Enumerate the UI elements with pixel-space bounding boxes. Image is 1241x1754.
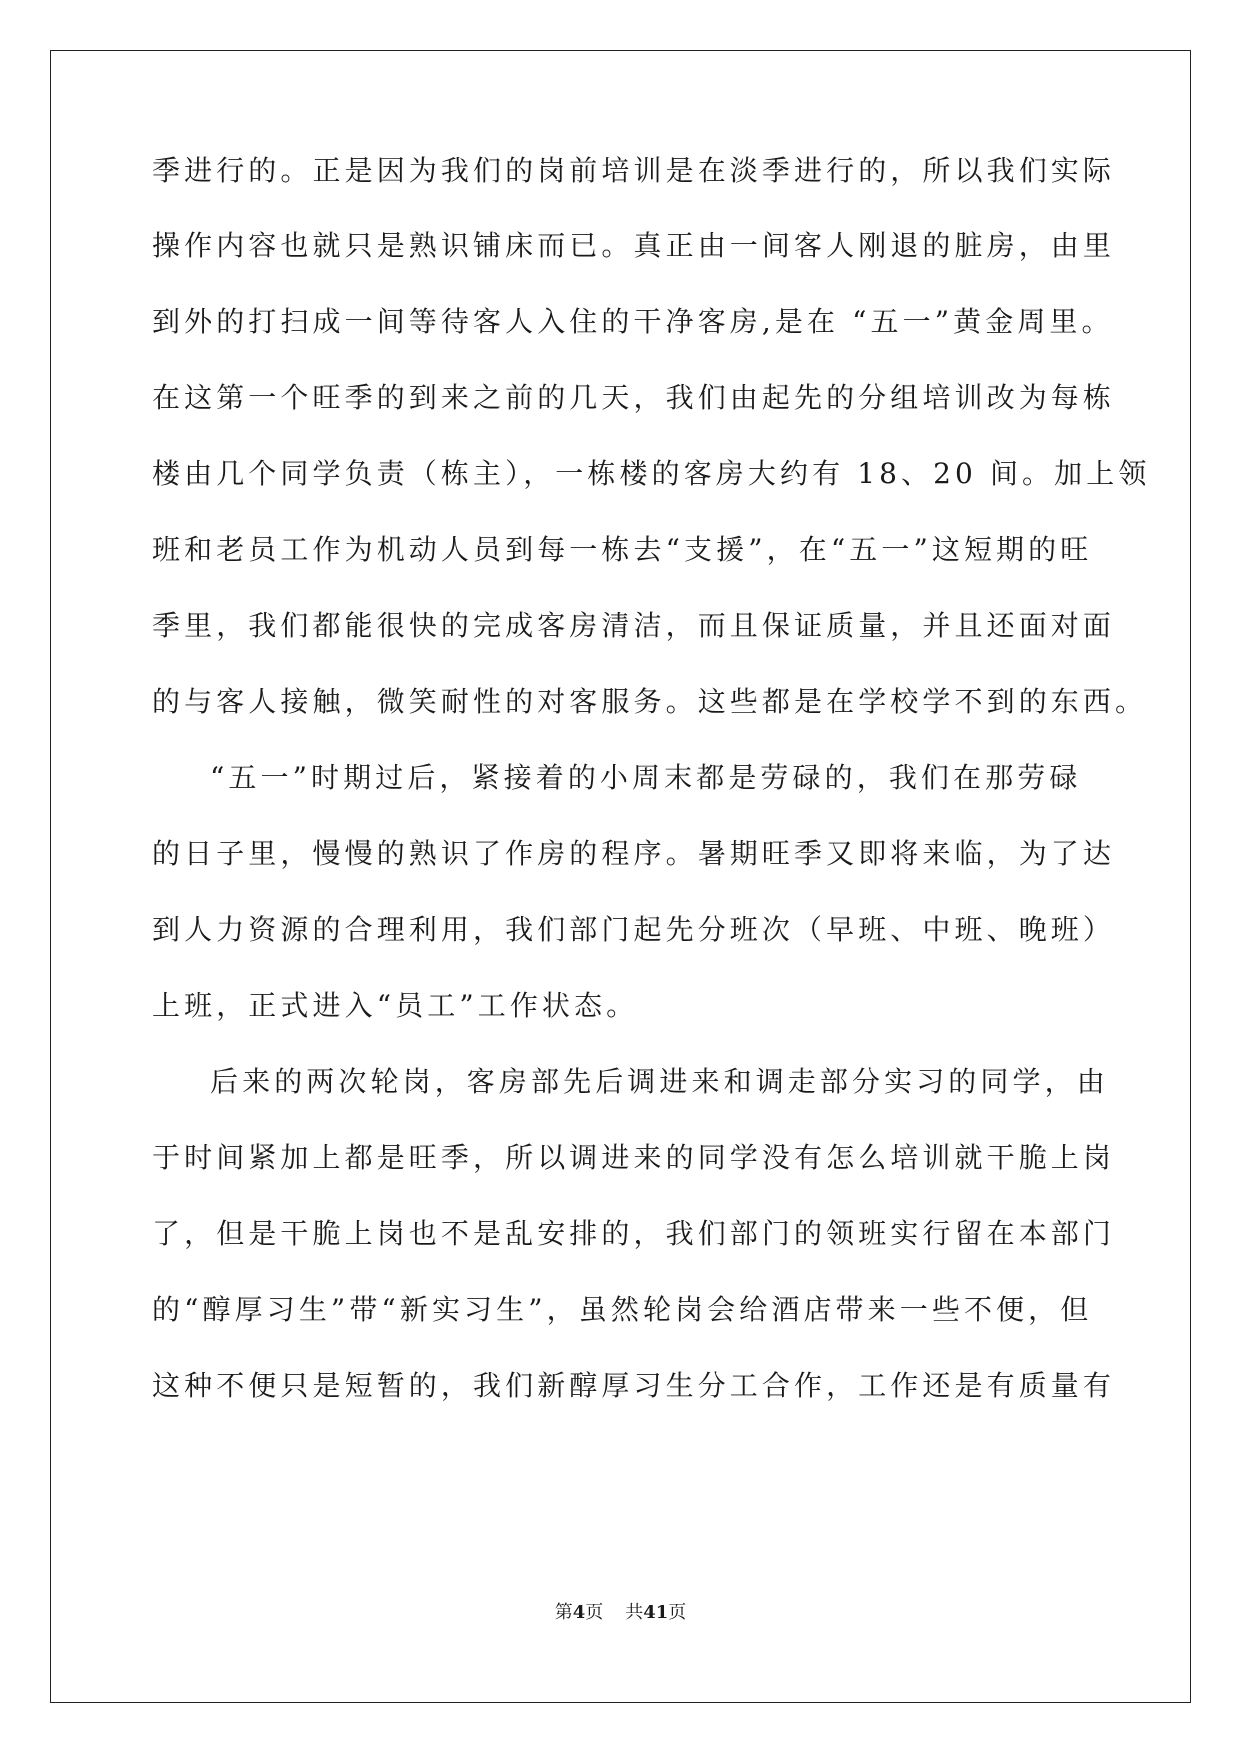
page-footer — [0, 1601, 1241, 1625]
body-line-1: 季进行的。正是因为我们的岗前培训是在淡季进行的，所以我们实际 — [152, 154, 1116, 187]
page-number: 4 — [572, 1602, 586, 1623]
body-line-13: 后来的两次轮岗，客房部先后调进来和调走部分实习的同学，由 — [210, 1065, 1109, 1098]
page-suffix: 页 — [585, 1602, 604, 1623]
body-line-4: 在这第一个旺季的到来之前的几天，我们由起先的分组培训改为每栋 — [152, 381, 1116, 414]
body-line-12: 上班，正式进入“员工”工作状态。 — [152, 989, 639, 1022]
body-line-3: 到外的打扫成一间等待客人入住的干净客房,是在 “五一”黄金周里。 — [152, 305, 1114, 338]
body-line-17: 这种不便只是短暂的，我们新醇厚习生分工合作，工作还是有质量有 — [152, 1369, 1116, 1402]
body-line-9: “五一”时期过后，紧接着的小周末都是劳碌的，我们在那劳碌 — [210, 761, 1082, 794]
body-line-14: 于时间紧加上都是旺季，所以调进来的同学没有怎么培训就干脆上岗 — [152, 1141, 1116, 1174]
total-prefix: 共 — [625, 1602, 644, 1623]
total-pages: 41 — [643, 1602, 669, 1623]
body-line-8: 的与客人接触，微笑耐性的对客服务。这些都是在学校学不到的东西。 — [152, 685, 1148, 718]
body-line-5: 楼由几个同学负责（栋主），一栋楼的客房大约有 18、20 间。加上领 — [152, 457, 1151, 490]
body-line-10: 的日子里，慢慢的熟识了作房的程序。暑期旺季又即将来临，为了达 — [152, 837, 1116, 870]
body-line-7: 季里，我们都能很快的完成客房清洁，而且保证质量，并且还面对面 — [152, 609, 1116, 642]
page-prefix: 第 — [554, 1602, 573, 1623]
total-suffix: 页 — [668, 1602, 687, 1623]
body-line-15: 了，但是干脆上岗也不是乱安排的，我们部门的领班实行留在本部门 — [152, 1217, 1116, 1250]
page-border — [50, 50, 1191, 1703]
body-line-16: 的“醇厚习生”带“新实习生”，虽然轮岗会给酒店带来一些不便，但 — [152, 1293, 1093, 1326]
body-line-2: 操作内容也就只是熟识铺床而已。真正由一间客人刚退的脏房，由里 — [152, 229, 1116, 262]
body-line-6: 班和老员工作为机动人员到每一栋去“支援”，在“五一”这短期的旺 — [152, 533, 1093, 566]
body-line-11: 到人力资源的合理利用，我们部门起先分班次（早班、中班、晚班） — [152, 913, 1116, 946]
